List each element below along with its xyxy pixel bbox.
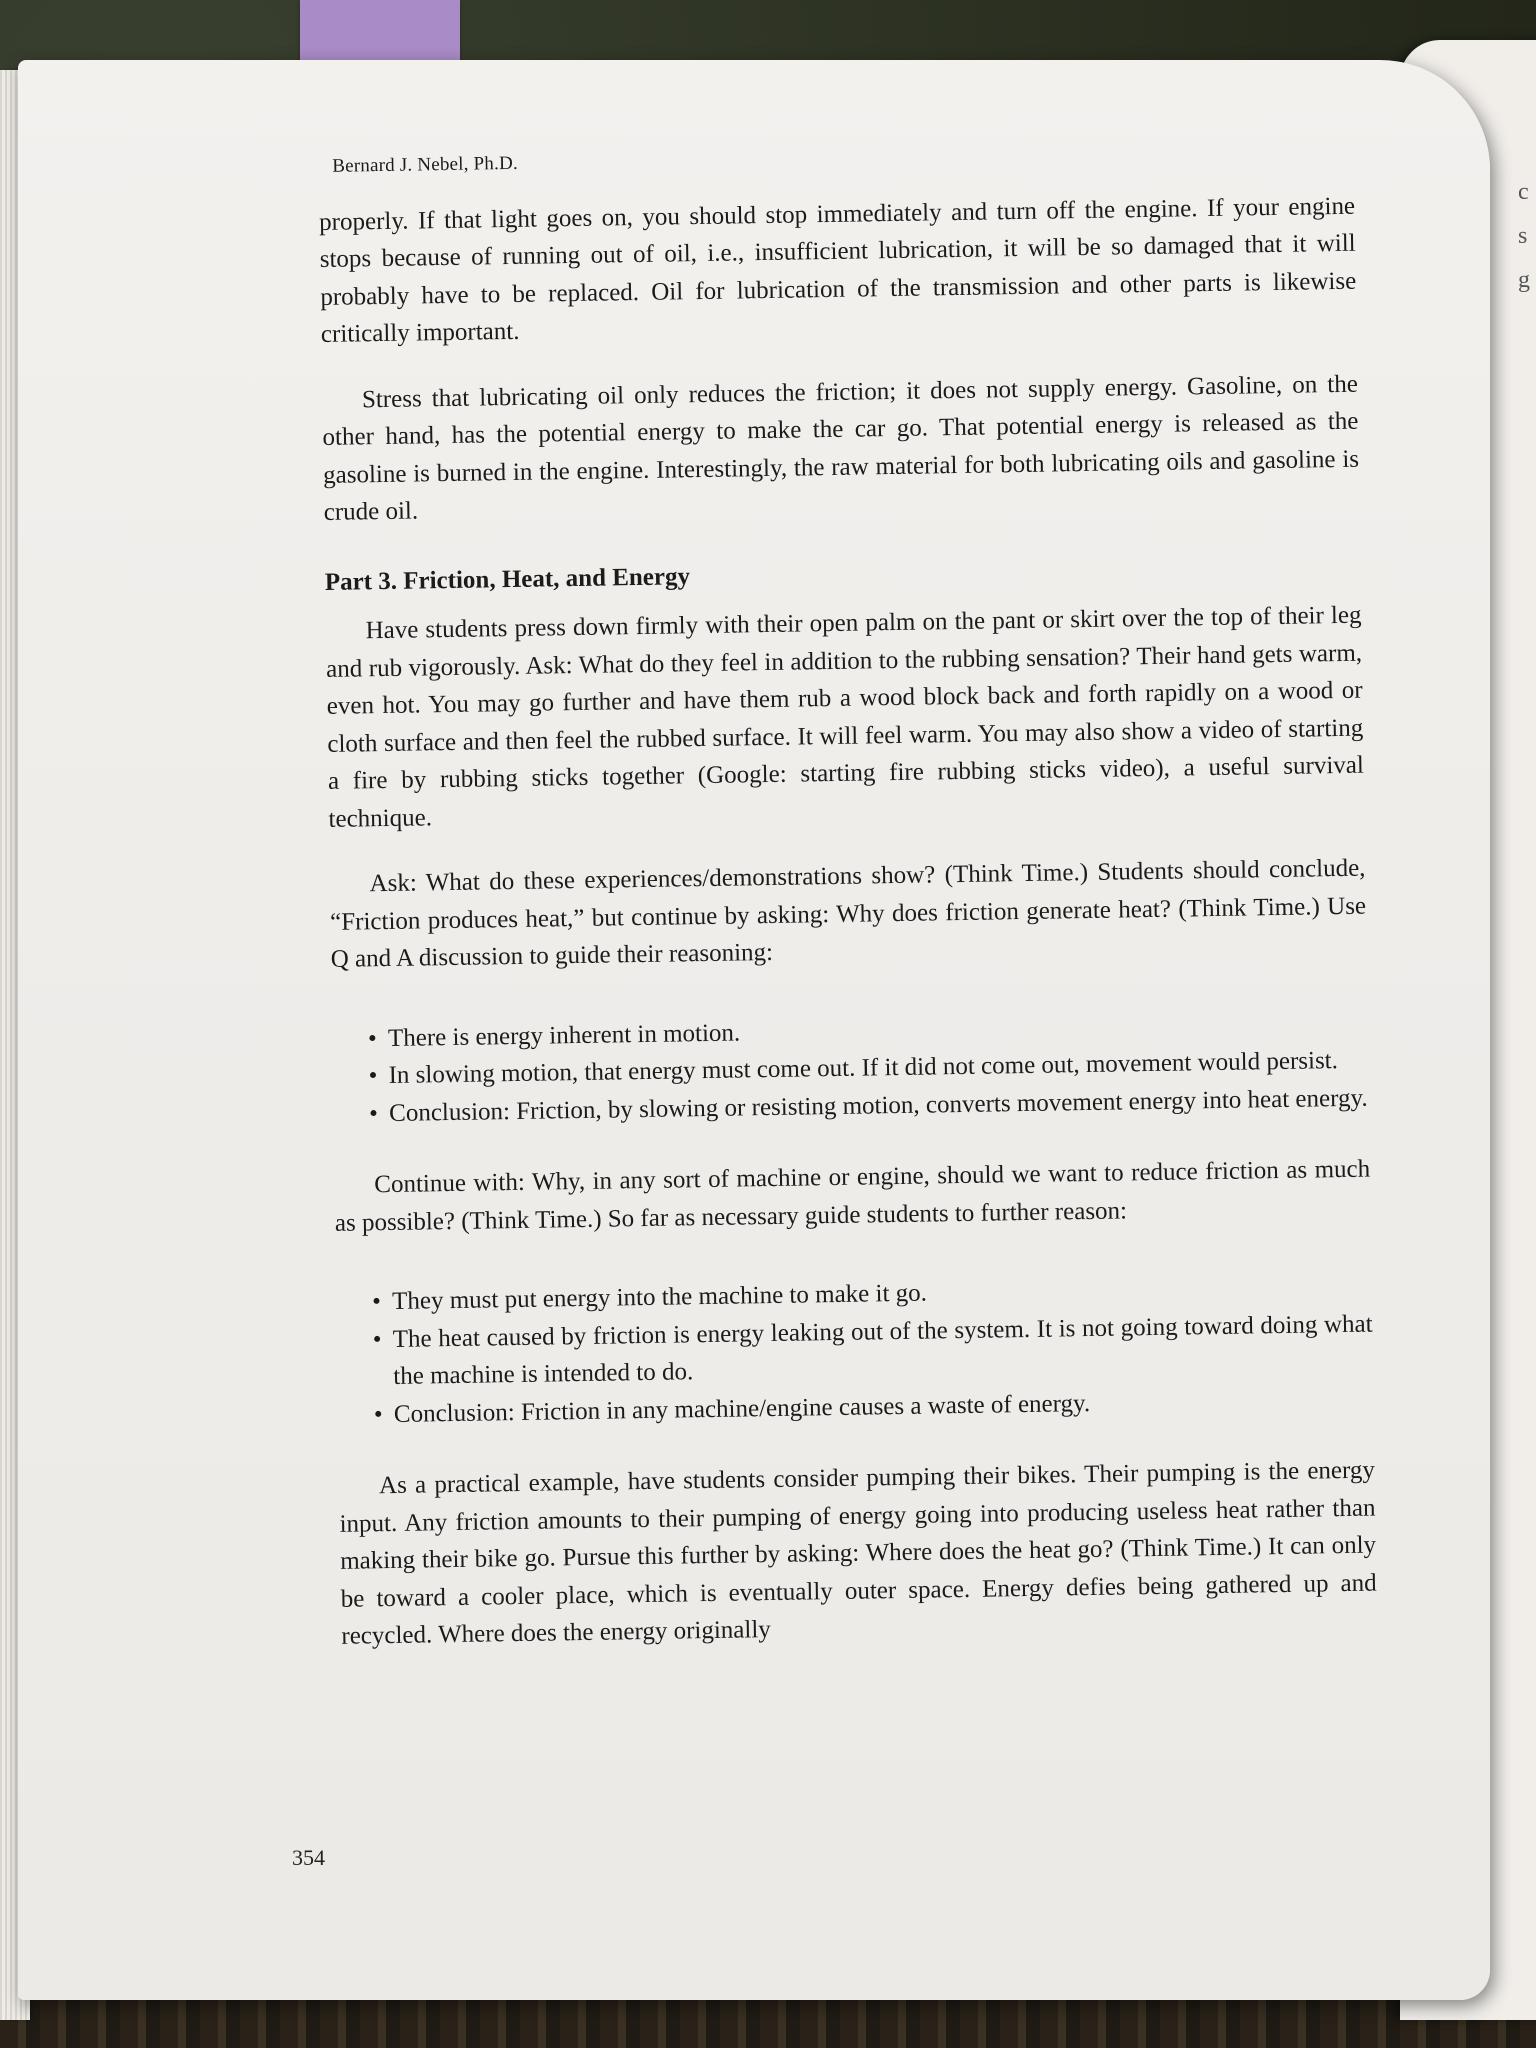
edge-letter: c [1518, 179, 1529, 205]
page-number: 354 [292, 1845, 325, 1870]
adjacent-page-edge-text [1518, 170, 1530, 302]
paragraph-lubrication-energy: Stress that lubricating oil only reduces the friction; it does not supply energy. Gasoline, on the other hand, has the potential energy to make the car go. That potential energy is released as the gasoline is burned in the engine. Interestingly, the raw material for both lubricating oils and gasoline is crude oil. [322, 370, 1360, 526]
list-item: • There is energy inherent in motion. [376, 1004, 1368, 1057]
list-item: • The heat caused by friction is energy leaking out of the system. It is not going toward doing what the machine is intended to do. [380, 1305, 1373, 1396]
list-item: • Conclusion: Friction, by slowing or resisting motion, converts movement energy into heat energy. [377, 1079, 1369, 1132]
paragraph-reduce-friction: Continue with: Why, in any sort of machine or engine, should we want to reduce friction as much as possible? (Think Time.) So far as necessary guide students to further reason: [334, 1155, 1371, 1237]
list-item: • Conclusion: Friction in any machine/engine causes a waste of energy. [382, 1380, 1374, 1433]
reasoning-list [332, 1004, 1370, 1133]
list-item: • They must put energy into the machine to make it go. [380, 1268, 1372, 1321]
paragraph-ask-friction: Ask: What do these experiences/demonstrations show? (Think Time.) Students should conclude, “Friction produces heat,” but continue by asking: Why does friction generate heat? (Think Time.) Use Q and A discussion to guide their reasoning: [329, 854, 1367, 973]
machine-energy-list [336, 1268, 1374, 1434]
paragraph-rubbing-demo: Have students press down firmly with their open palm on the pant or skirt over the top of their leg and rub vigorously. Ask: What do they feel in addition to the rubbing sensation? Their hand gets warm, even hot. You may go further and have them rub a wood block back and forth rapidly on a wood or cloth surface and then feel the rubbed surface. It will feel warm. You may also show a video of starting a fire by rubbing sticks together (Google: starting fire rubbing sticks video), a useful survival technique. [325, 601, 1365, 833]
paragraph-bike-example: As a practical example, have students consider pumping their bikes. Their pumping is the energy input. Any friction amounts to their pumping of energy going into producing useless heat rather than making their bike go. Pursue this further by asking: Where does the heat go? (Think Time.) It can only be toward a cooler place, which is eventually outer space. Energy defies being gathered up and recycled. Where does the energy originally [339, 1456, 1377, 1650]
running-header-author: Bernard J. Nebel, Ph.D. [332, 152, 519, 177]
page-content [318, 132, 1378, 1684]
section-heading: Part 3. Friction, Heat, and Energy [324, 562, 691, 596]
edge-letter: g [1518, 267, 1530, 293]
edge-letter: s [1518, 223, 1528, 249]
list-item: • In slowing motion, that energy must come out. If it did not come out, movement would persist. [376, 1042, 1368, 1095]
paragraph-oil-warning: properly. If that light goes on, you should stop immediately and turn off the engine. If your engine stops because of running out of oil, i.e., insufficient lubrication, it will be so damaged that it will probably have to be replaced. Oil for lubrication of the transmission and other parts is likewise critically important. [318, 192, 1357, 348]
